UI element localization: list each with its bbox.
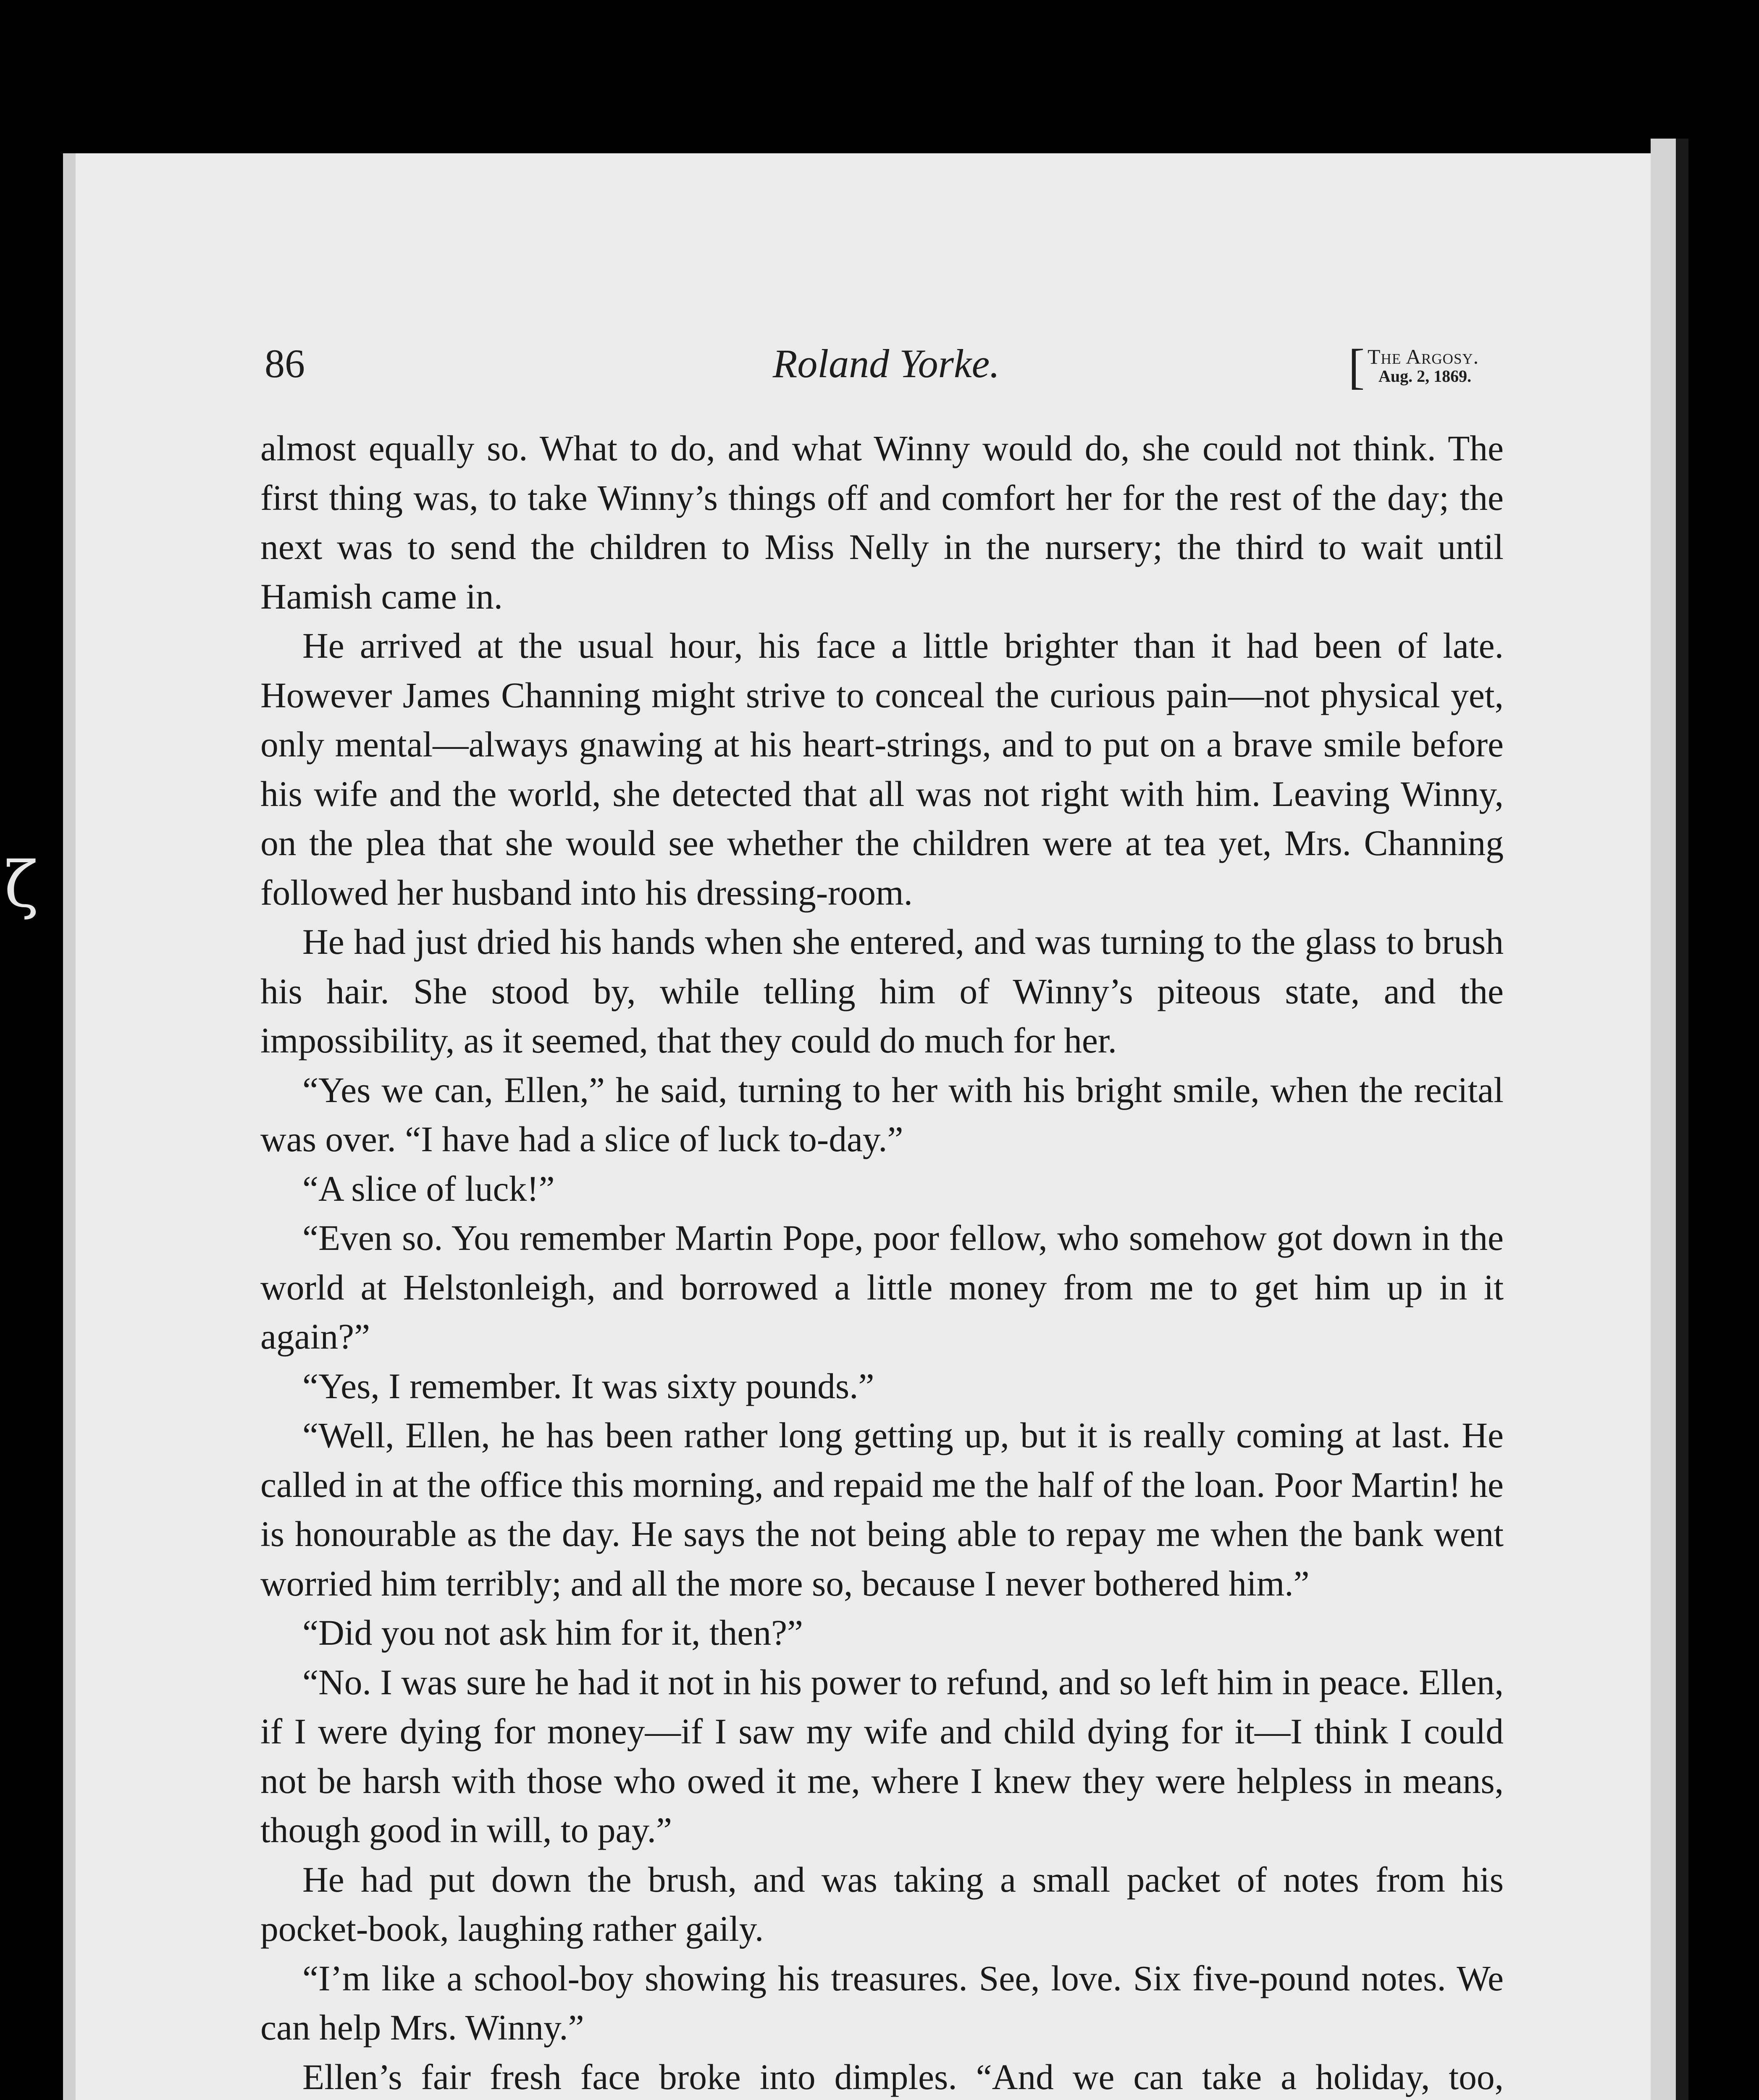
paragraph: “Yes, I remember. It was sixty pounds.”: [302, 1366, 874, 1406]
facing-page-edge: [1651, 139, 1676, 2100]
paragraph: “Even so. You remember Martin Pope, poor fellow, who somehow got down in the world at Helstonleigh, and borrowed a little money from me to get him up in it again?”: [260, 1218, 1504, 1357]
paragraph: almost equally so. What to do, and what Winny would do, she could not think. The first thing was, to take Winny’s things off and comfort her for the rest of the day; the next was to send the children to Miss Nelly in the nursery; the third to wait until Hamish came in.: [260, 429, 1504, 617]
paragraph: “A slice of luck!”: [302, 1169, 555, 1209]
paragraph: He arrived at the usual hour, his face a little brighter than it had been of late. However James Channing might strive to conceal the curious pain—not physical yet, only mental—always gnawing at his heart-strings, and to put on a brave smile before his wife and the world, she detected that all was not right with him. Leaving Winny, on the plea that she would see whether the children were at tea yet, Mrs. Channing followed her husband into his dressing-room.: [260, 626, 1504, 913]
margin-mark: ζ: [4, 848, 39, 921]
paragraph: He had put down the brush, and was taking a small packet of notes from his pocket-book, laughing rather gaily.: [260, 1860, 1504, 1949]
paragraph: “Did you not ask him for it, then?”: [302, 1613, 803, 1653]
paragraph: “Yes we can, Ellen,” he said, turning to her with his bright smile, when the recital was over. “I have had a slice of luck to-day.”: [260, 1070, 1504, 1159]
journal-date: Aug. 2, 1869.: [1378, 367, 1472, 386]
book-gutter: [1676, 139, 1688, 2100]
journal-reference: [1348, 339, 1546, 394]
paragraph: Ellen’s fair fresh face broke into dimples. “And we can take a holiday, too,: [302, 2057, 1504, 2097]
journal-bracket: [: [1348, 339, 1365, 394]
running-title: Roland Yorke.: [772, 341, 1000, 386]
body-text: [260, 424, 1504, 2100]
paragraph: “No. I was sure he had it not in his power to refund, and so left him in peace. Ellen, if I were dying for money—if I saw my wife and child dying for it—I think I could not be harsh with those who owed it me, where I knew they were helpless in means, though good in will, to pay.”: [260, 1662, 1504, 1850]
journal-name: The Argosy.: [1368, 345, 1479, 368]
page-header: [265, 336, 1508, 403]
paragraph: He had just dried his hands when she entered, and was turning to the glass to brush his hair. She stood by, while telling him of Winny’s piteous state, and the impossibility, as it seemed, that they could do much for her.: [260, 922, 1504, 1060]
paragraph: “I’m like a school-boy showing his treasures. See, love. Six five-pound notes. We can help Mrs. Winny.”: [260, 1958, 1504, 2048]
paragraph: “Well, Ellen, he has been rather long getting up, but it is really coming at last. He called in at the office this morning, and repaid me the half of the loan. Poor Martin! he is honourable as the day. He says the not being able to repay me when the bank went worried him terribly; and all the more so, because I never bothered him.”: [260, 1416, 1504, 1604]
page-number: 86: [265, 341, 305, 386]
